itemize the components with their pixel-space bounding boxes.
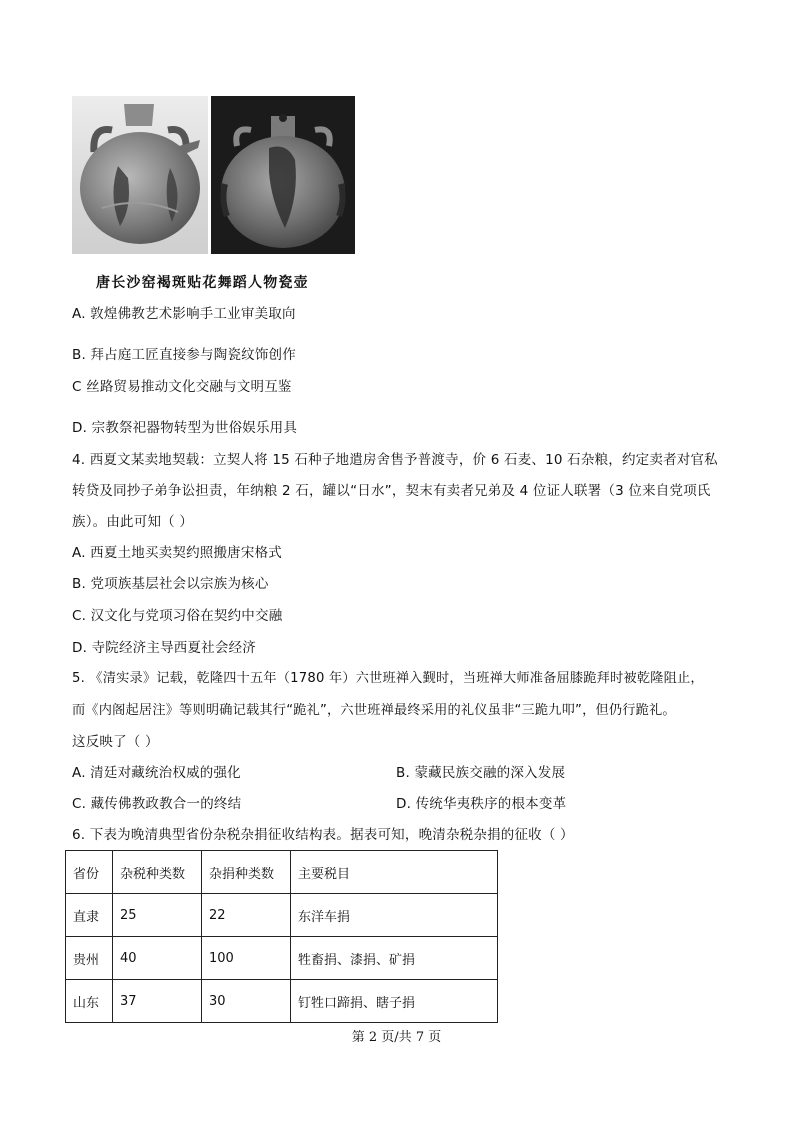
cell-province: 直隶	[66, 894, 113, 937]
figure-caption: 唐长沙窑褐斑贴花舞蹈人物瓷壶	[96, 275, 309, 291]
q5-stem-line-1: 5. 《清实录》记载，乾隆四十五年（1780 年）六世班禅入觐时，当班禅大师准备屈膝跪拜时被乾隆阻止，	[72, 671, 704, 686]
cell-province: 山东	[66, 980, 113, 1023]
cell-main-items: 牲畜捐、漆捐、矿捐	[291, 937, 498, 980]
pot-photo-right	[211, 96, 355, 254]
header-province: 省份	[66, 851, 113, 894]
cell-main-items: 东洋车捐	[291, 894, 498, 937]
tax-table	[65, 850, 498, 1023]
q6-stem: 6. 下表为晚清典型省份杂税杂捐征收结构表。据表可知，晚清杂税杂捐的征收（ ）	[72, 827, 574, 843]
q5-stem-line-2: 而《内阁起居注》等则明确记载其行“跪礼”，六世班禅最终采用的礼仪虽非“三跪九叩”，但仍行跪礼。	[72, 703, 676, 718]
cell-tax-types: 25	[113, 894, 202, 937]
cell-tax-types: 40	[113, 937, 202, 980]
q3-option-c: C 丝路贸易推动文化交融与文明互鉴	[72, 379, 292, 395]
cell-tax-types: 37	[113, 980, 202, 1023]
q4-stem-line-2: 转贷及同抄子弟争讼担责，年纳粮 2 石，罐以“日水”，契末有卖者兄弟及 4 位证人联署（3 位来自党项氏	[72, 483, 711, 499]
q3-option-a: A. 敦煌佛教艺术影响手工业审美取向	[72, 306, 296, 322]
q5-option-a: A. 清廷对藏统治权威的强化	[72, 765, 241, 781]
figure-images	[72, 96, 355, 254]
table-header-row	[66, 851, 498, 894]
q4-option-c: C. 汉文化与党项习俗在契约中交融	[72, 608, 283, 624]
table-row	[66, 894, 498, 937]
q4-stem-line-1: 4. 西夏文某卖地契载：立契人将 15 石种子地遣房舍售予普渡寺，价 6 石麦、10 石杂粮，约定卖者对官私	[72, 452, 718, 468]
q3-option-b: B. 拜占庭工匠直接参与陶瓷纹饰创作	[72, 347, 296, 363]
q4-option-a: A. 西夏土地买卖契约照搬唐宋格式	[72, 545, 282, 561]
header-tax-types: 杂税种类数	[113, 851, 202, 894]
table-row	[66, 980, 498, 1023]
pot-left-illustration	[72, 96, 208, 254]
q4-option-d: D. 寺院经济主导西夏社会经济	[72, 640, 256, 656]
q5-option-b: B. 蒙藏民族交融的深入发展	[396, 765, 566, 781]
q5-option-d: D. 传统华夷秩序的根本变革	[396, 796, 567, 812]
table-row	[66, 937, 498, 980]
page-footer: 第 2 页/共 7 页	[351, 1030, 442, 1045]
cell-main-items: 钉牲口蹄捐、瞎子捐	[291, 980, 498, 1023]
cell-levy-types: 22	[202, 894, 291, 937]
q3-option-d: D. 宗教祭祀器物转型为世俗娱乐用具	[72, 420, 298, 436]
pot-right-illustration	[211, 96, 355, 254]
header-main-items: 主要税目	[291, 851, 498, 894]
cell-levy-types: 30	[202, 980, 291, 1023]
header-levy-types: 杂捐种类数	[202, 851, 291, 894]
pot-photo-left	[72, 96, 208, 254]
cell-province: 贵州	[66, 937, 113, 980]
q4-stem-line-3: 族）。由此可知（ ）	[72, 514, 194, 530]
q5-stem-line-3: 这反映了（ ）	[72, 734, 159, 750]
q4-option-b: B. 党项族基层社会以宗族为核心	[72, 576, 269, 592]
q5-option-c: C. 藏传佛教政教合一的终结	[72, 796, 242, 812]
cell-levy-types: 100	[202, 937, 291, 980]
